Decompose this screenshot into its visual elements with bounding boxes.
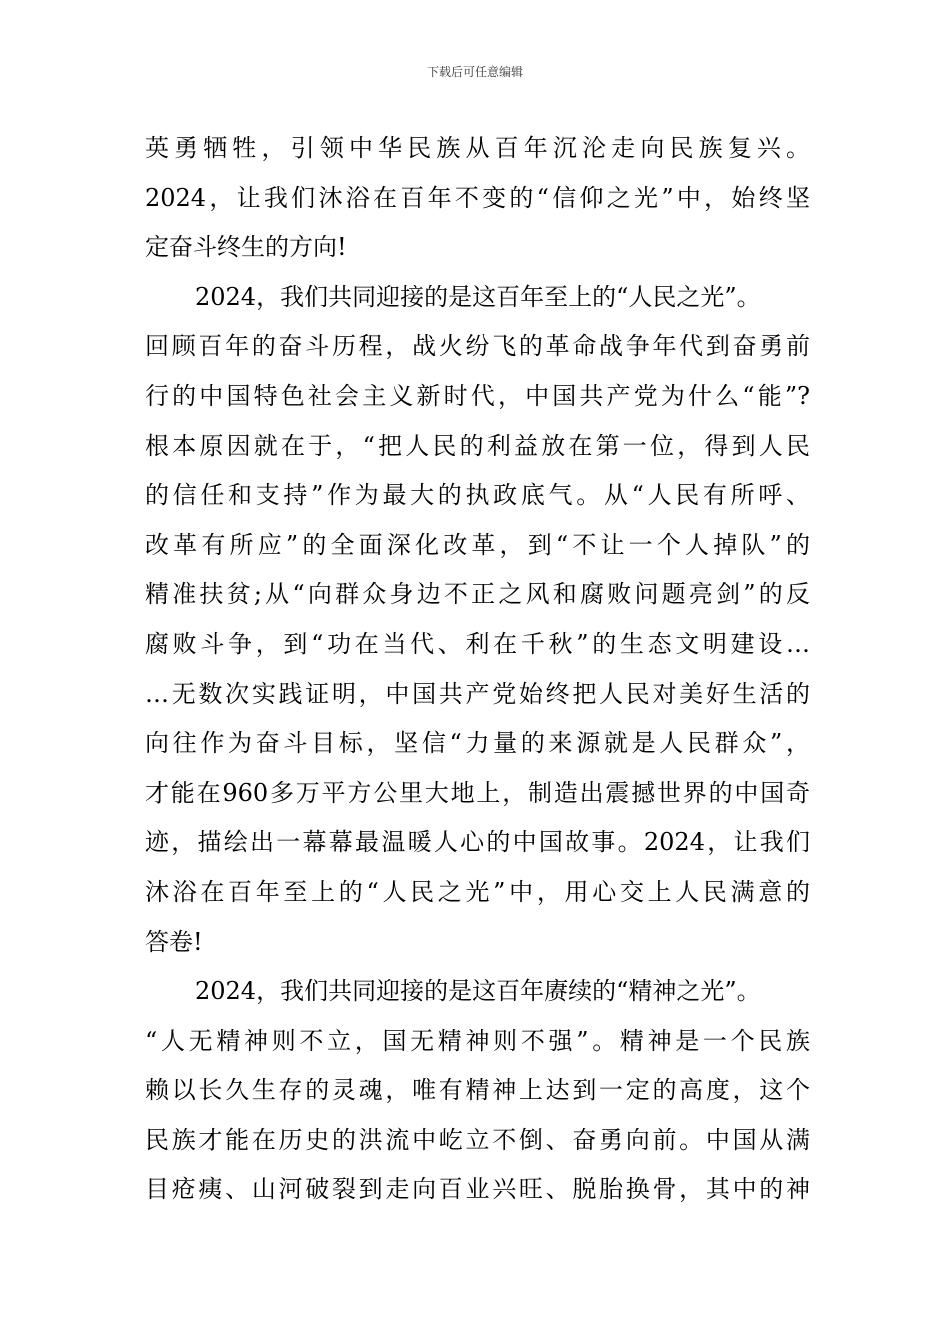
text-line: 民族才能在历史的洪流中屹立不倒、奋勇向前。中国从满 [145, 1125, 810, 1154]
text-line: 英勇牺牲，引领中华民族从百年沉沦走向民族复兴。 [145, 134, 810, 162]
text-line: 沐浴在百年至上的“人民之光”中，用心交上人民满意的 [145, 877, 810, 906]
text-line: 腐败斗争，到“功在当代、利在千秋”的生态文明建设… [145, 629, 810, 658]
text-line: 才能在960多万平方公里大地上，制造出震撼世界的中国奇 [145, 778, 810, 807]
page-header: 下载后可任意编辑 [426, 65, 523, 79]
text-line: 答卷! [145, 927, 203, 956]
text-line: 目疮痍、山河破裂到走向百业兴旺、脱胎换骨，其中的神 [145, 1175, 810, 1204]
paragraph-start-line: 2024，我们共同迎接的是这百年至上的“人民之光”。 [195, 282, 761, 311]
text-line: 定奋斗终生的方向! [145, 233, 347, 262]
text-line: 改革有所应”的全面深化改革，到“不让一个人掉队”的 [145, 530, 810, 559]
text-line: 赖以长久生存的灵魂，唯有精神上达到一定的高度，这个 [145, 1076, 810, 1105]
text-line: 根本原因就在于，“把人民的利益放在第一位，得到人民 [145, 431, 810, 460]
text-line: 向往作为奋斗目标，坚信“力量的来源就是人民群众”， [145, 729, 810, 758]
document-body [145, 124, 810, 1215]
text-line: 回顾百年的奋斗历程，战火纷飞的革命战争年代到奋勇前 [145, 332, 810, 361]
text-line: 迹，描绘出一幕幕最温暖人心的中国故事。2024，让我们 [145, 828, 810, 857]
text-line: …无数次实践证明，中国共产党始终把人民对美好生活的 [145, 679, 810, 708]
text-line: 精准扶贫;从“向群众身边不正之风和腐败问题亮剑”的反 [145, 580, 810, 609]
text-line: 行的中国特色社会主义新时代，中国共产党为什么“能”? [145, 381, 810, 410]
text-line: “人无精神则不立，国无精神则不强”。精神是一个民族 [145, 1026, 810, 1055]
paragraph-start-line: 2024，我们共同迎接的是这百年赓续的“精神之光”。 [195, 977, 761, 1006]
text-line: 的信任和支持”作为最大的执政底气。从“人民有所呼、 [145, 481, 810, 510]
text-line: 2024，让我们沐浴在百年不变的“信仰之光”中，始终坚 [145, 183, 810, 212]
